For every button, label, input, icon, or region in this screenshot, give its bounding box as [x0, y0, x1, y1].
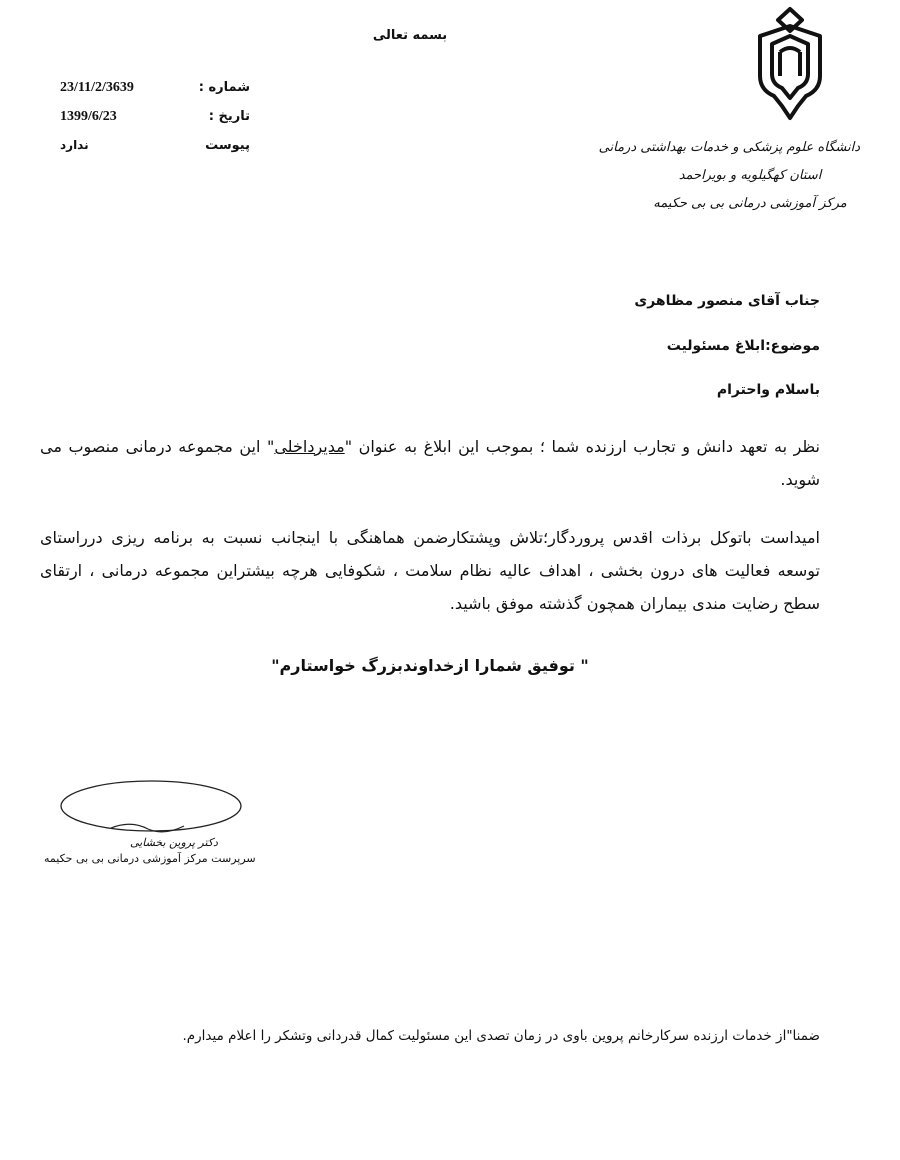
basmala-heading: بسمه تعالی — [372, 28, 448, 43]
footer-note: ضمنا"از خدمات ارزنده سرکارخانم پروین باوی در زمان تصدی این مسئولیت کمال قدردانی وتشکر را اعلام میدارم. — [182, 1028, 820, 1044]
letter-number-value: 23/11/2/3639 — [60, 80, 134, 95]
subject-line: موضوع:ابلاغ مسئولیت — [666, 338, 820, 354]
signature-scribble-icon — [56, 778, 246, 838]
body-paragraph-wishes: امیداست باتوکل برذات اقدس پروردگار؛تلاش وپشتکارضمن هماهنگی با اینجانب نسبت به برنامه ریزی درراستای توسعه فعالیت های درون بخشی ، اهداف عالیه نظام سلامت ، شکوفایی هرچه بیشتراین مجموعه درمانی ، ارتقای سطح رضایت مندی بیماران همچون گذشته موفق باشید. — [40, 528, 820, 613]
appointed-role: مدیرداخلی — [274, 437, 345, 456]
letter-attachment-label: پیوست — [205, 138, 250, 153]
letter-number-label: شماره : — [198, 80, 250, 95]
letter-date — [60, 109, 250, 129]
appointment-text-start: نظر به تعهد دانش و تجارب ارزنده شما ؛ بموجب این ابلاغ به عنوان " — [344, 437, 821, 456]
signatory-name: دکتر پروین بخشایی — [130, 836, 218, 849]
body-paragraph-appointment — [40, 430, 820, 496]
recipient-line: جناب آقای منصور مظاهری — [634, 293, 820, 309]
greeting-line: باسلام واحترام — [716, 382, 820, 398]
university-emblem-icon — [740, 6, 840, 126]
org-line-province: استان کهگیلویه و بویراحمد — [678, 168, 822, 183]
letter-number — [60, 80, 250, 100]
letter-date-value: 1399/6/23 — [60, 109, 117, 124]
org-line-center: مرکز آموزشی درمانی بی بی حکیمه — [653, 196, 847, 211]
letter-attachment-value: ندارد — [60, 138, 89, 152]
letter-attachment — [60, 138, 250, 158]
letter-date-label: تاریخ : — [208, 109, 250, 124]
org-line-university: دانشگاه علوم پزشکی و خدمات بهداشتی درمانی — [598, 140, 860, 155]
appointment-text-end: " این مجموعه درمانی منصوب می شوید. — [40, 437, 820, 489]
closing-line: " توفیق شمارا ازخداوندبزرگ خواستارم" — [271, 656, 589, 675]
signatory-title: سرپرست مرکز آموزشی درمانی بی بی حکیمه — [44, 852, 256, 865]
